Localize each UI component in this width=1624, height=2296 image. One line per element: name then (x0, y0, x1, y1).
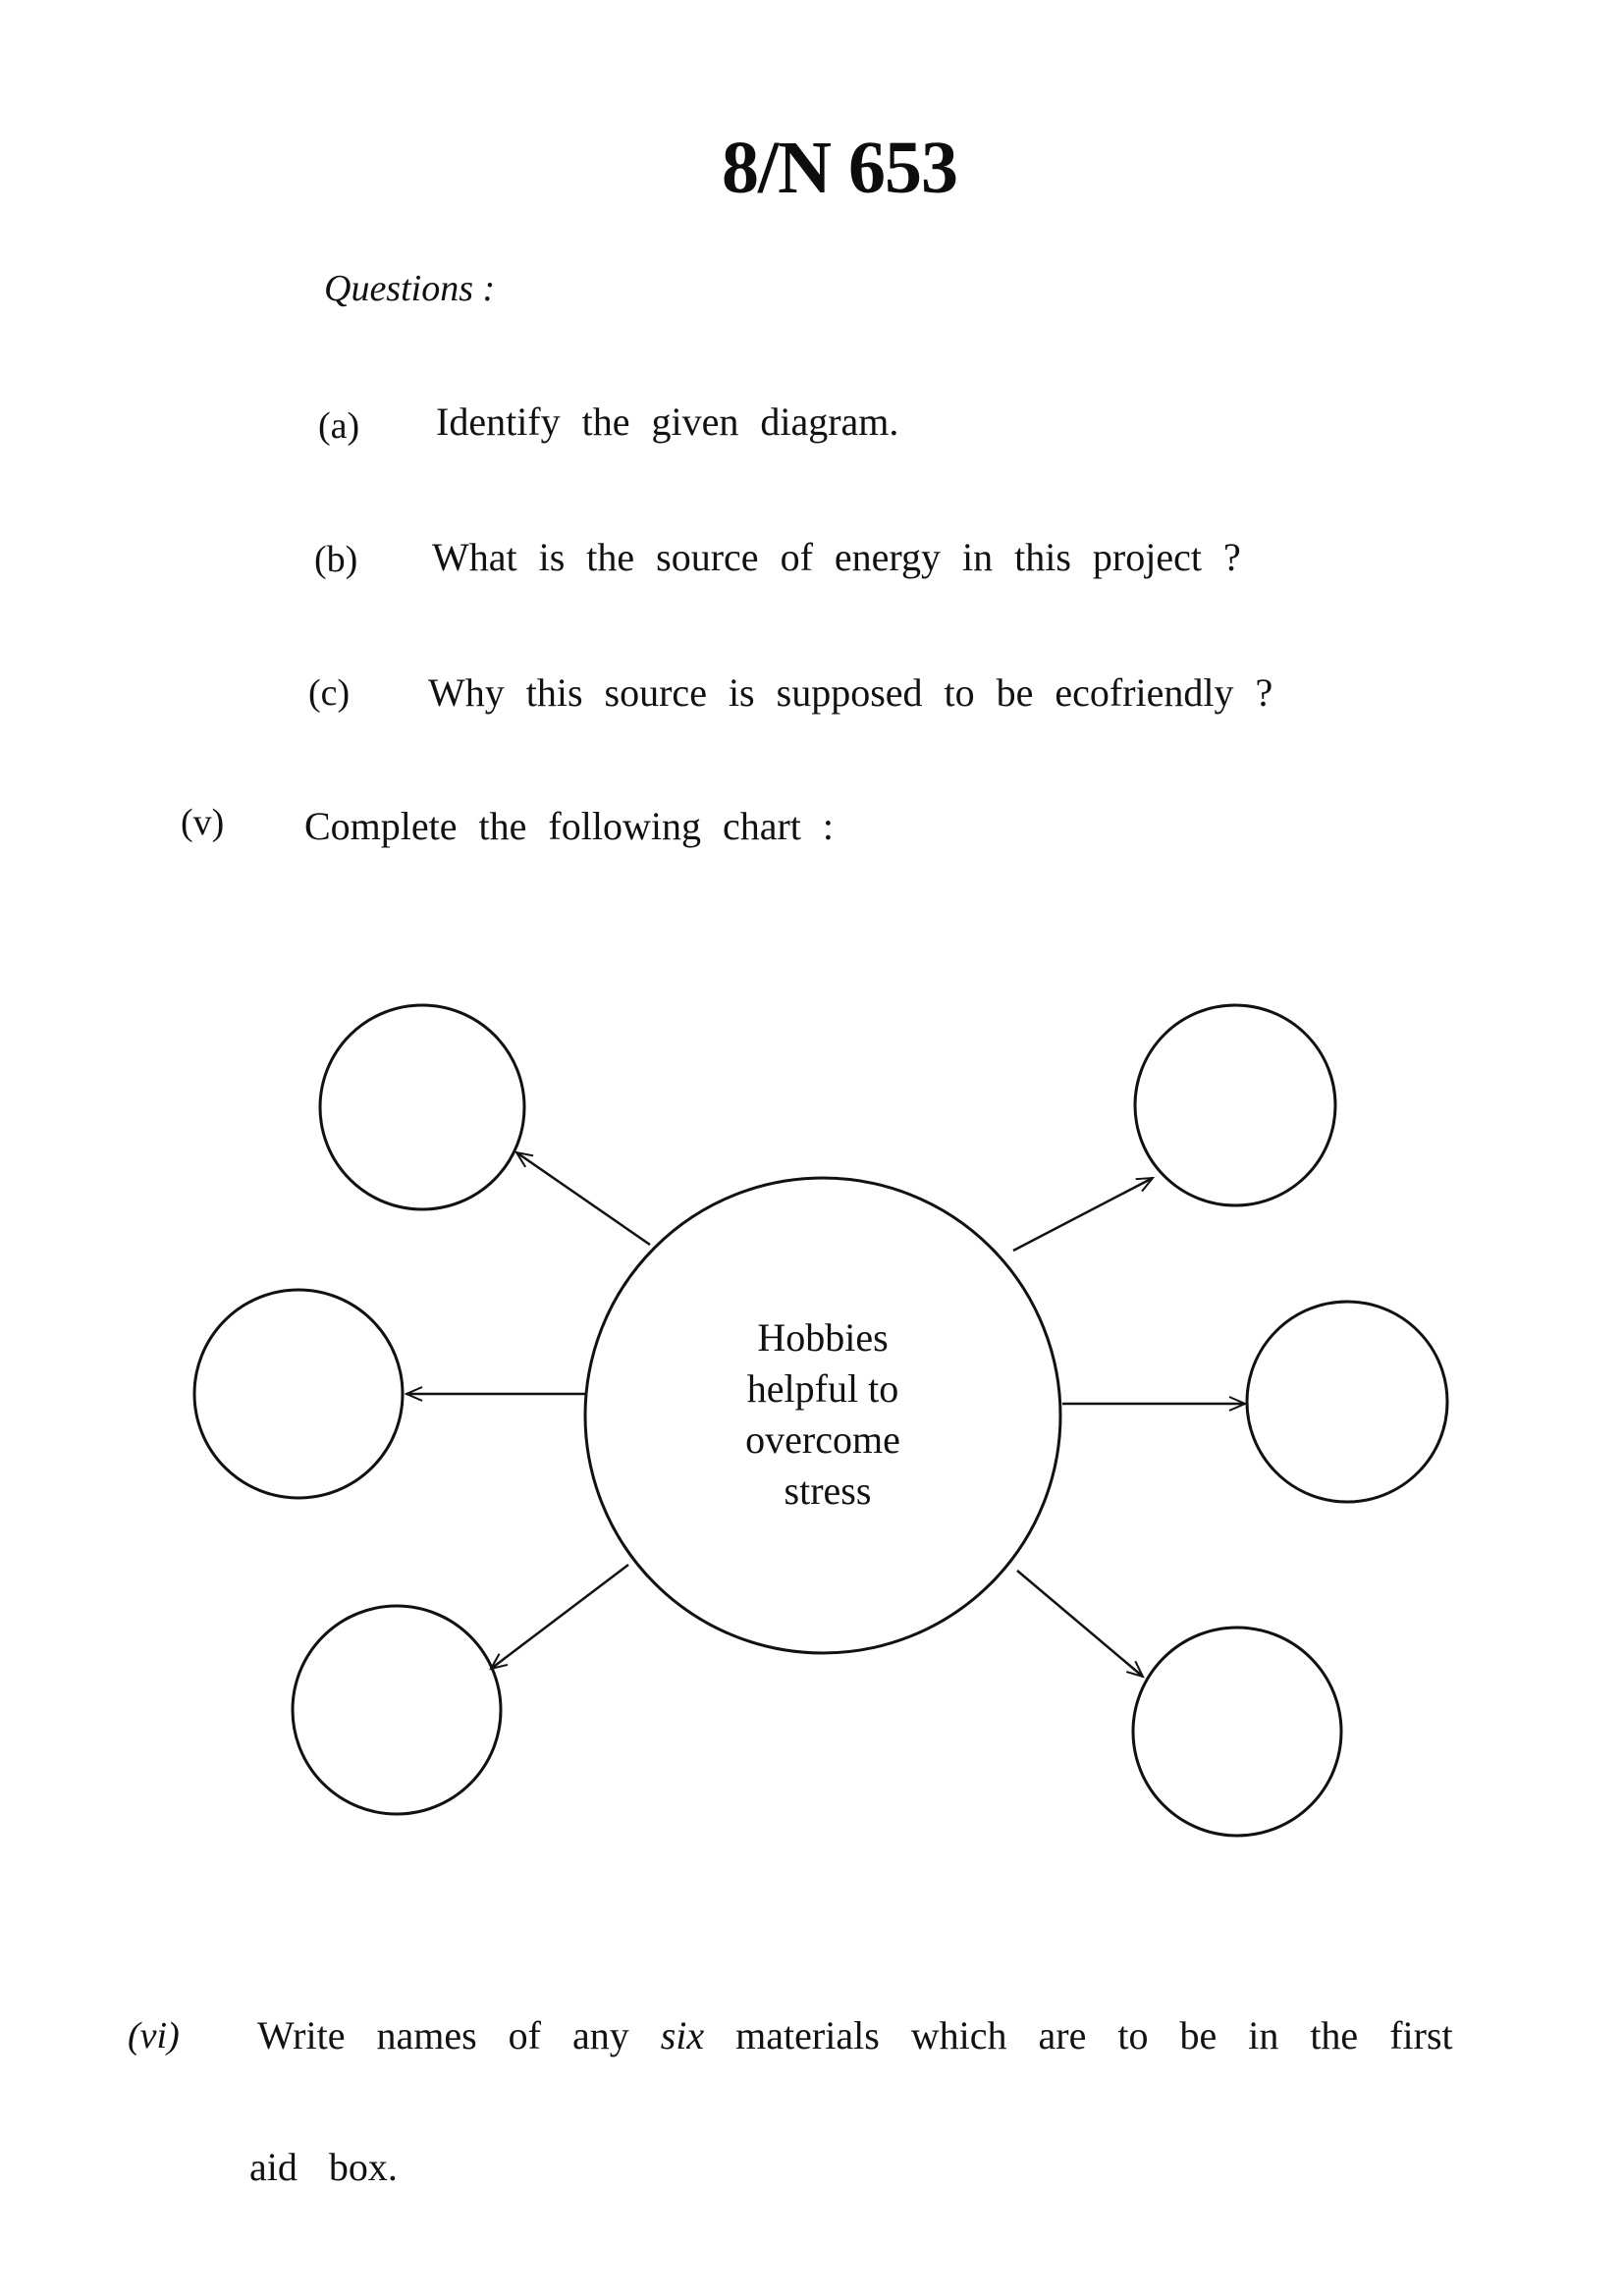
marker-text: (v) (181, 802, 225, 843)
marker-text: (c) (308, 672, 351, 714)
question-vi-text-after: materials which are to be in the first (735, 2013, 1453, 2057)
question-b-text: What is the source of energy in this project ? (432, 535, 1241, 579)
question-c-text: Why this source is supposed to be ecofriendly ? (428, 670, 1273, 715)
outer-circle-middle-left (194, 1290, 403, 1498)
question-v-text: Complete the following chart : (304, 804, 834, 848)
arrow-bottom-left (491, 1565, 628, 1669)
question-vi-text-before: Write names of any (257, 2013, 629, 2057)
marker-text: (a) (318, 405, 360, 447)
question-vi-text (257, 2012, 1453, 2058)
question-vi-line2: aid box. (249, 2145, 398, 2189)
center-line-3: overcome (745, 1417, 900, 1462)
center-line-1: Hobbies (757, 1315, 889, 1360)
page-code: 8/N 653 (722, 127, 957, 209)
question-a-text: Identify the given diagram. (436, 400, 899, 444)
outer-circle-top-left (320, 1005, 524, 1209)
center-line-2: helpful to (746, 1366, 899, 1411)
questions-heading: Questions : (324, 268, 496, 309)
arrow-top-left (516, 1152, 650, 1245)
center-text (745, 1315, 910, 1513)
question-vi-emphasis: six (660, 2013, 705, 2057)
arrow-bottom-right (1017, 1571, 1143, 1677)
outer-circle-bottom-right (1133, 1628, 1341, 1836)
marker-text: (vi) (128, 2015, 180, 2056)
outer-circle-middle-right (1247, 1302, 1447, 1502)
center-circle (585, 1178, 1060, 1653)
question-vi-marker (128, 2014, 180, 2057)
outer-circle-top-right (1135, 1005, 1335, 1205)
outer-circle-bottom-left (293, 1606, 501, 1814)
arrow-top-right (1013, 1178, 1153, 1251)
center-line-4: stress (784, 1468, 872, 1513)
marker-text: (b) (314, 539, 358, 580)
